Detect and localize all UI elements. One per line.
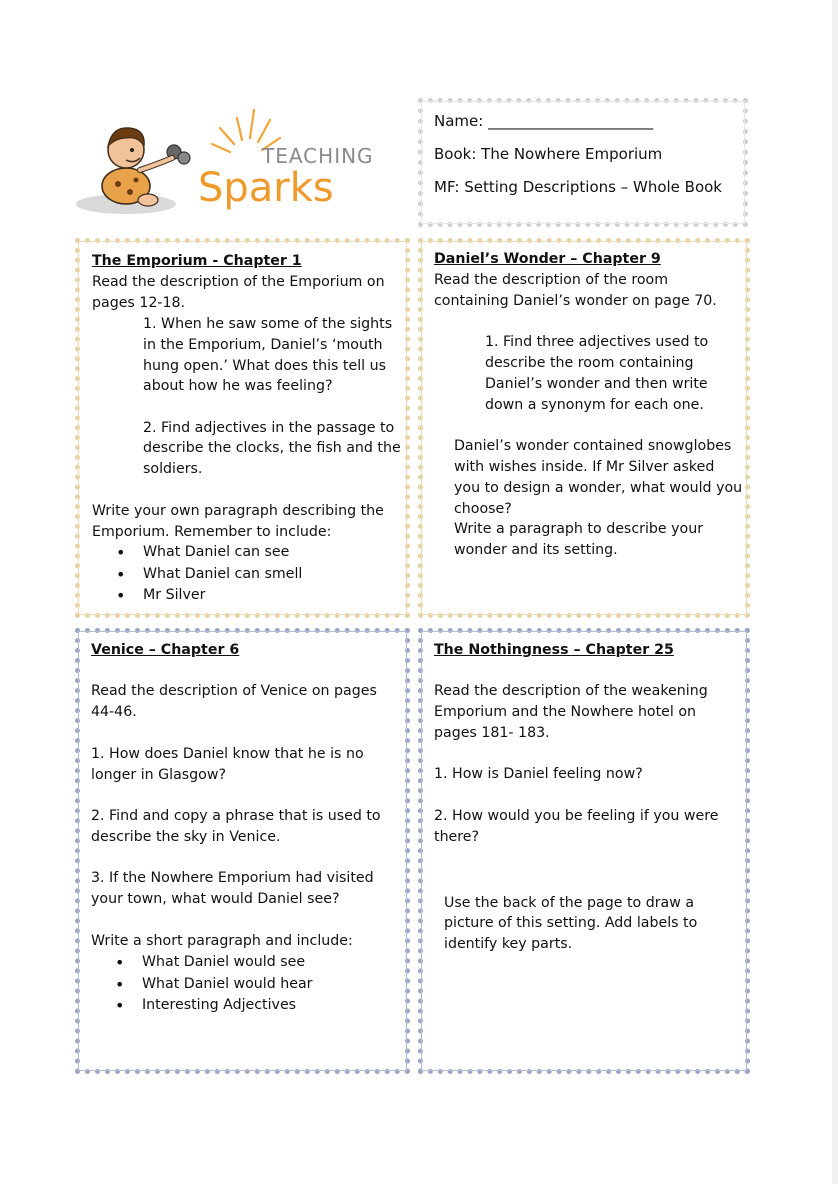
card-venice-intro-2: 44-46. [91,704,137,720]
card-emporium-q2-1: 2. Find adjectives in the passage to [143,420,395,436]
logo-teaching-text: TEACHING [262,144,374,168]
card-emporium-q1-3: hung open.’ What does this tell us [143,358,386,374]
card-wonder-title: Daniel’s Wonder – Chapter 9 [434,251,661,267]
card-emporium-q2-2: describe the clocks, the fish and the [143,440,401,456]
card-venice-q1-2: longer in Glasgow? [91,767,226,783]
card-wonder-q1-3: Daniel’s wonder and then write [485,376,708,392]
card-venice-bullets [115,952,313,1017]
card-emporium-intro-2: pages 12-18. [92,295,186,311]
card-nothingness-q2-1: 2. How would you be feeling if you were [434,808,719,824]
list-item: • Interesting Adjectives [115,995,313,1017]
card-emporium-q1-1: 1. When he saw some of the sights [143,316,393,332]
card-nothingness-intro-3: pages 181- 183. [434,725,550,741]
card-emporium-bullets [116,542,302,607]
mf-line: MF: Setting Descriptions – Whole Book [434,178,722,196]
card-emporium-task-1: Write your own paragraph describing the [92,503,384,519]
card-wonder-task-2: with wishes inside. If Mr Silver asked [454,459,715,475]
card-nothingness-title: The Nothingness – Chapter 25 [434,642,674,658]
card-wonder-intro-1: Read the description of the room [434,272,669,288]
caveman-mascot-icon [102,128,190,206]
card-wonder-task-4: choose? [454,501,512,517]
card-wonder-q1-4: down a synonym for each one. [485,397,704,413]
card-venice-q3-1: 3. If the Nowhere Emporium had visited [91,870,374,886]
card-wonder-q1-1: 1. Find three adjectives used to [485,334,709,350]
card-nothingness-intro-2: Emporium and the Nowhere hotel on [434,704,697,720]
card-emporium-q2-3: soldiers. [143,461,203,477]
list-item: • What Daniel can see [116,542,302,564]
logo-sparks-text: Sparks [198,165,334,211]
card-nothingness-intro-1: Read the description of the weakening [434,683,708,699]
card-wonder-task-5: Write a paragraph to describe your [454,521,704,537]
card-venice-q3-2: your town, what would Daniel see? [91,891,340,907]
card-emporium-task-2: Emporium. Remember to include: [92,524,332,540]
card-emporium-title: The Emporium - Chapter 1 [92,253,302,269]
list-item: • What Daniel can smell [116,564,302,586]
card-wonder-intro-2: containing Daniel’s wonder on page 70. [434,293,717,309]
card-wonder-task-6: wonder and its setting. [454,542,618,558]
card-venice-intro-1: Read the description of Venice on pages [91,683,377,699]
card-venice-q2-1: 2. Find and copy a phrase that is used to [91,808,381,824]
list-item: • What Daniel would see [115,952,313,974]
card-nothingness-q2-2: there? [434,829,480,845]
card-nothingness-task-2: picture of this setting. Add labels to [444,915,698,931]
list-item: • What Daniel would hear [115,974,313,996]
card-venice-title: Venice – Chapter 6 [91,642,240,658]
list-item: • Mr Silver [116,585,302,607]
book-line: Book: The Nowhere Emporium [434,145,663,163]
card-nothingness-task-3: identify key parts. [444,936,573,952]
card-wonder-q1-2: describe the room containing [485,355,694,371]
card-wonder-task-1: Daniel’s wonder contained snowglobes [454,438,732,454]
card-nothingness-task-1: Use the back of the page to draw a [444,895,695,911]
name-line: Name: ______________________ [434,112,654,130]
card-emporium-intro-1: Read the description of the Emporium on [92,274,385,290]
card-emporium-q1-4: about how he was feeling? [143,378,333,394]
card-venice-q1-1: 1. How does Daniel know that he is no [91,746,364,762]
card-venice-q2-2: describe the sky in Venice. [91,829,281,845]
card-wonder-task-3: you to design a wonder, what would you [454,480,743,496]
teaching-sparks-logo [74,104,384,220]
card-venice-task: Write a short paragraph and include: [91,933,353,949]
card-nothingness-q1: 1. How is Daniel feeling now? [434,766,643,782]
card-emporium-q1-2: in the Emporium, Daniel’s ‘mouth [143,337,383,353]
